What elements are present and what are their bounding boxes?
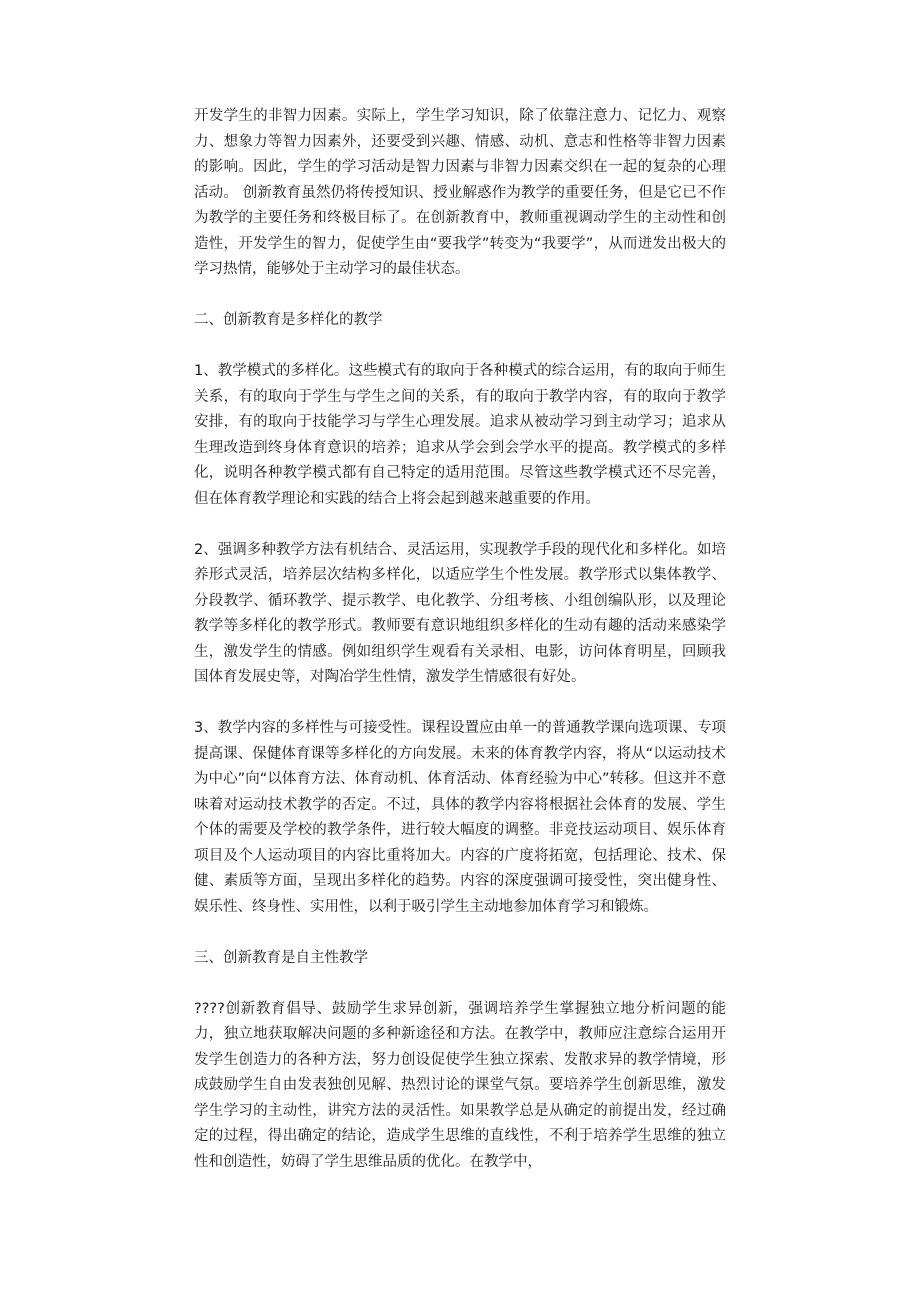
paragraph-intro: 开发学生的非智力因素。实际上，学生学习知识，除了依靠注意力、记忆力、观察力、想象力等智力因素外，还要受到兴趣、情感、动机、意志和性格等非智力因素的影响。因此，学生的学习活动是智力因素与非智力因素交织在一起的复杂的心理活动。 创新教育虽然仍将传授知识、授业解惑作为教学的重要任务，但是它已不作为教学的主要任务和终极目标了。在创新教育中，教师重视调动学生的主动性和创造性，开发学生的智力，促使学生由“要我学”转变为“我要学”，从而迸发出极大的学习热情，能够处于主动学习的最佳状态。 — [194, 108, 726, 277]
section-heading-2: 二、创新教育是多样化的教学 — [194, 312, 383, 328]
paragraph-teaching-methods: 2、强调多种教学方法有机结合、灵活运用，实现教学手段的现代化和多样化。如培养形式灵活，培养层次结构多样化，以适应学生个性发展。教学形式以集体教学、分段教学、循环教学、提示教学、电化教学、分组考核、小组创编队形，以及理论教学等多样化的教学形式。教师要有意识地组织多样化的生动有趣的活动来感染学生，激发学生的情感。例如组织学生观看有关录相、电影，访问体育明星，回顾我国体育发展史等，对陶冶学生性情，激发学生情感很有好处。 — [194, 541, 726, 685]
paragraph-autonomous-teaching: ????创新教育倡导、鼓励学生求异创新，强调培养学生掌握独立地分析问题的能力，独立地获取解决问题的多种新途径和方法。在教学中，教师应注意综合运用开发学生创造力的各种方法，努力创设促使学生独立探索、发散求异的教学情境，形成鼓励学生自由发表独创见解、热烈讨论的课堂气氛。要培养学生创新思维，激发学生学习的主动性，讲究方法的灵活性。如果教学总是从确定的前提出发，经过确定的过程，得出确定的结论，造成学生思维的直线性，不利于培养学生思维的独立性和创造性，妨碍了学生思维品质的优化。在教学中， — [194, 1000, 726, 1170]
paragraph-teaching-content: 3、教学内容的多样性与可接受性。课程设置应由单一的普通教学课向选项课、专项提高课、保健体育课等多样化的方向发展。未来的体育教学内容，将从“以运动技术为中心”向“以体育方法、体育动机、体育活动、体育经验为中心”转移。但这并不意味着对运动技术教学的否定。不过，具体的教学内容将根据社会体育的发展、学生个体的需要及学校的教学条件，进行较大幅度的调整。非竞技运动项目、娱乐体育项目及个人运动项目的内容比重将加大。内容的广度将拓宽，包括理论、技术、保健、素质等方面，呈现出多样化的趋势。内容的深度强调可接受性，突出健身性、娱乐性、终身性、实用性，以利于吸引学生主动地参加体育学习和锻炼。 — [194, 720, 726, 915]
paragraph-teaching-modes: 1、教学模式的多样化。这些模式有的取向于各种模式的综合运用，有的取向于师生关系，有的取向于学生与学生之间的关系，有的取向于教学内容，有的取向于教学安排，有的取向于技能学习与学生心理发展。追求从被动学习到主动学习；追求从生理改造到终身体育意识的培养；追求从学会到会学水平的提高。教学模式的多样化，说明各种教学模式都有自己特定的适用范围。尽管这些教学模式还不尽完善，但在体育教学理论和实践的结合上将会起到越来越重要的作用。 — [194, 363, 726, 507]
document-body — [194, 104, 726, 1201]
section-heading-3: 三、创新教育是自主性教学 — [194, 949, 368, 966]
